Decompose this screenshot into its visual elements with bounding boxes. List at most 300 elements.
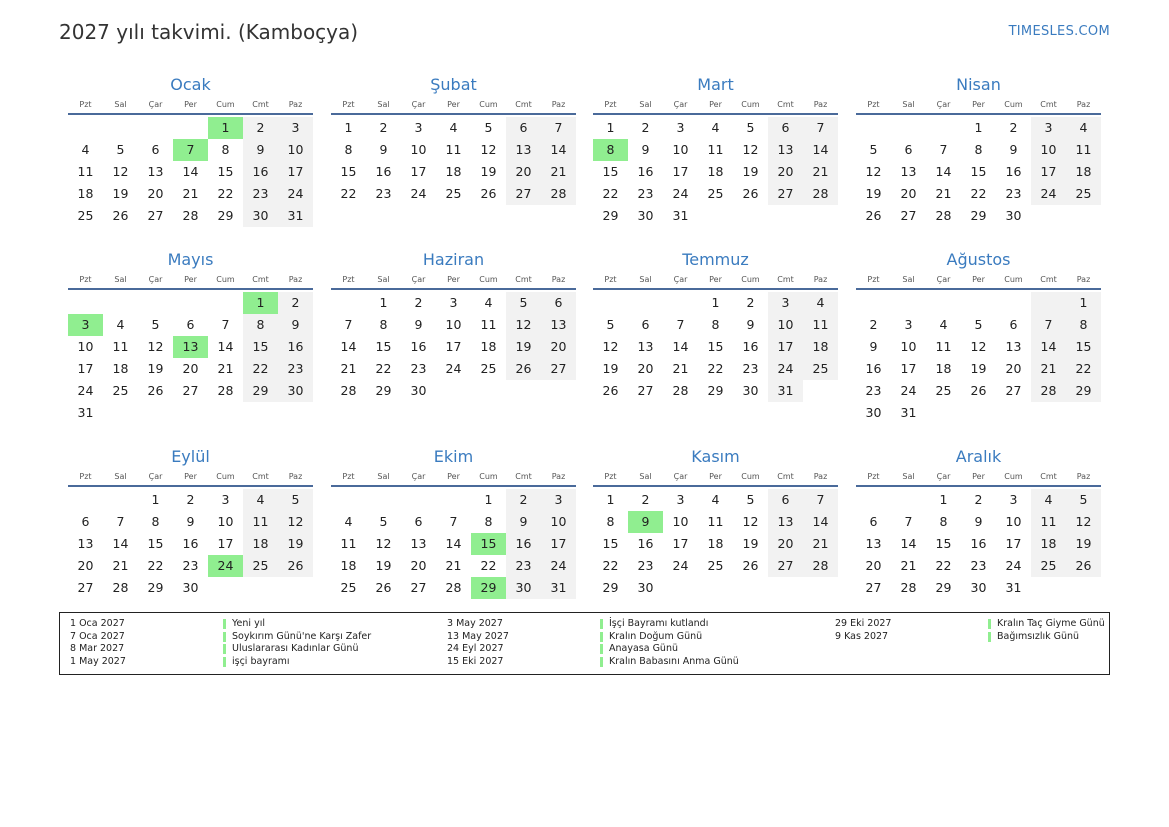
- week-row: [856, 555, 1101, 577]
- day-cell: 14: [340, 339, 357, 354]
- day-cell: 28: [112, 580, 129, 595]
- week-row: [856, 511, 1101, 533]
- weekday-label: Paz: [551, 100, 566, 109]
- holiday-day-cell: 3: [68, 314, 103, 336]
- day-cell: 10: [77, 339, 94, 354]
- weekday-label: Çar: [148, 275, 163, 284]
- day-cell: 7: [676, 317, 685, 332]
- day-cell: 5: [1066, 489, 1101, 511]
- weekday-label: Cum: [741, 472, 760, 481]
- holiday-name: Kralın Taç Giyme Günü: [997, 618, 1105, 629]
- week-row: [331, 117, 576, 139]
- day-cell: 2: [1009, 120, 1018, 135]
- month-block: [331, 446, 576, 599]
- month-name: Eylül: [171, 447, 210, 466]
- weekday-label: Paz: [813, 275, 828, 284]
- empty-day-cell: [278, 577, 313, 599]
- week-row: [68, 161, 313, 183]
- day-grid: [331, 117, 576, 205]
- weekday-label: Cmt: [515, 100, 532, 109]
- day-cell: 12: [147, 339, 164, 354]
- week-row: [593, 336, 838, 358]
- day-cell: 16: [278, 336, 313, 358]
- empty-day-cell: [138, 117, 173, 139]
- week-row: [331, 358, 576, 380]
- weekday-label: Sal: [639, 275, 652, 284]
- empty-day-cell: [541, 380, 576, 402]
- holiday-date: 1 Oca 2027: [70, 618, 125, 629]
- day-cell: 21: [541, 161, 576, 183]
- day-cell: 8: [344, 142, 353, 157]
- day-cell: 30: [742, 383, 759, 398]
- month-name: Mayıs: [167, 250, 214, 269]
- weekday-label: Per: [972, 100, 985, 109]
- day-cell: 17: [410, 164, 427, 179]
- week-row: [593, 205, 838, 227]
- day-cell: 9: [278, 314, 313, 336]
- week-row: [856, 117, 1101, 139]
- day-cell: 25: [707, 558, 724, 573]
- day-cell: 17: [217, 536, 234, 551]
- day-cell: 16: [243, 161, 278, 183]
- empty-day-cell: [891, 117, 926, 139]
- day-cell: 23: [865, 383, 882, 398]
- day-cell: 17: [541, 533, 576, 555]
- weekday-label: Paz: [1076, 275, 1091, 284]
- week-row: [593, 555, 838, 577]
- brand-link[interactable]: TIMESLES.COM: [1008, 24, 1110, 39]
- day-cell: 7: [1031, 314, 1066, 336]
- day-cell: 25: [243, 555, 278, 577]
- day-cell: 19: [970, 361, 987, 376]
- day-cell: 20: [541, 336, 576, 358]
- day-cell: 8: [379, 317, 388, 332]
- weekday-label: Sal: [377, 100, 390, 109]
- day-cell: 4: [116, 317, 125, 332]
- holiday-marker: [988, 632, 991, 642]
- day-cell: 20: [865, 558, 882, 573]
- day-cell: 12: [742, 514, 759, 529]
- empty-day-cell: [68, 292, 103, 314]
- day-cell: 14: [672, 339, 689, 354]
- day-cell: 4: [243, 489, 278, 511]
- day-cell: 16: [637, 536, 654, 551]
- day-cell: 5: [151, 317, 160, 332]
- holiday-name: Yeni yıl: [232, 618, 265, 629]
- day-cell: 29: [147, 580, 164, 595]
- day-cell: 23: [182, 558, 199, 573]
- day-cell: 30: [637, 580, 654, 595]
- weekday-header: [593, 469, 838, 487]
- weekday-label: Sal: [114, 100, 127, 109]
- day-cell: 7: [939, 142, 948, 157]
- day-cell: 19: [375, 558, 392, 573]
- weekday-header: [331, 97, 576, 115]
- day-cell: 4: [484, 295, 493, 310]
- weekday-label: Cum: [216, 100, 235, 109]
- weekday-label: Paz: [288, 472, 303, 481]
- day-cell: 13: [147, 164, 164, 179]
- weekday-label: Pzt: [867, 275, 880, 284]
- holiday-marker: [223, 632, 226, 642]
- weekday-header: [331, 469, 576, 487]
- day-cell: 13: [410, 536, 427, 551]
- weekday-label: Paz: [1076, 100, 1091, 109]
- day-cell: 14: [900, 536, 917, 551]
- week-row: [68, 292, 313, 314]
- day-cell: 4: [1066, 117, 1101, 139]
- empty-day-cell: [1031, 292, 1066, 314]
- day-cell: 22: [375, 361, 392, 376]
- day-cell: 11: [707, 514, 724, 529]
- day-cell: 15: [217, 164, 234, 179]
- week-row: [68, 205, 313, 227]
- day-cell: 2: [641, 120, 650, 135]
- day-cell: 22: [935, 558, 952, 573]
- day-cell: 30: [182, 580, 199, 595]
- holiday-day-cell: 1: [243, 292, 278, 314]
- day-cell: 12: [375, 536, 392, 551]
- day-cell: 5: [869, 142, 878, 157]
- day-cell: 14: [803, 139, 838, 161]
- day-cell: 4: [711, 492, 720, 507]
- weekday-label: Sal: [114, 275, 127, 284]
- day-cell: 24: [1005, 558, 1022, 573]
- day-cell: 13: [1005, 339, 1022, 354]
- empty-day-cell: [436, 489, 471, 511]
- day-cell: 17: [672, 164, 689, 179]
- day-cell: 24: [410, 186, 427, 201]
- weekday-label: Cum: [216, 275, 235, 284]
- holiday-date: 3 May 2027: [447, 618, 503, 629]
- day-cell: 28: [1031, 380, 1066, 402]
- empty-day-cell: [401, 489, 436, 511]
- day-cell: 10: [410, 142, 427, 157]
- day-cell: 27: [900, 208, 917, 223]
- weekday-label: Cmt: [1040, 275, 1057, 284]
- holiday-name: Kralın Doğum Günü: [609, 630, 703, 642]
- day-cell: 25: [707, 186, 724, 201]
- holiday-entry: [447, 656, 807, 668]
- day-cell: 12: [970, 339, 987, 354]
- day-cell: 18: [340, 558, 357, 573]
- day-cell: 5: [379, 514, 388, 529]
- day-cell: 12: [865, 164, 882, 179]
- day-cell: 22: [147, 558, 164, 573]
- empty-day-cell: [506, 380, 541, 402]
- week-row: [331, 533, 576, 555]
- holiday-date: 29 Eki 2027: [835, 618, 892, 629]
- day-cell: 3: [414, 120, 423, 135]
- week-row: [331, 139, 576, 161]
- holiday-date: 9 Kas 2027: [835, 630, 889, 642]
- weekday-label: Per: [184, 275, 197, 284]
- empty-day-cell: [856, 489, 891, 511]
- day-cell: 8: [939, 514, 948, 529]
- day-cell: 10: [541, 511, 576, 533]
- holiday-marker: [600, 644, 603, 654]
- day-cell: 9: [869, 339, 878, 354]
- day-cell: 8: [606, 514, 615, 529]
- day-cell: 9: [186, 514, 195, 529]
- weekday-header: [68, 97, 313, 115]
- weekday-header: [856, 97, 1101, 115]
- holiday-day-cell: 1: [208, 117, 243, 139]
- weekday-label: Per: [972, 275, 985, 284]
- day-cell: 3: [541, 489, 576, 511]
- day-cell: 19: [112, 186, 129, 201]
- day-cell: 1: [379, 295, 388, 310]
- day-cell: 5: [484, 120, 493, 135]
- holiday-marker: [223, 644, 226, 654]
- day-cell: 2: [414, 295, 423, 310]
- day-cell: 20: [506, 161, 541, 183]
- week-row: [593, 183, 838, 205]
- day-cell: 11: [803, 314, 838, 336]
- day-cell: 15: [340, 164, 357, 179]
- weekday-header: [856, 272, 1101, 290]
- day-cell: 26: [480, 186, 497, 201]
- weekday-header: [68, 272, 313, 290]
- week-row: [331, 380, 576, 402]
- day-cell: 26: [602, 383, 619, 398]
- day-cell: 18: [1066, 161, 1101, 183]
- empty-day-cell: [663, 292, 698, 314]
- day-cell: 27: [506, 183, 541, 205]
- day-cell: 24: [672, 558, 689, 573]
- month-name: Ağustos: [946, 250, 1011, 269]
- day-cell: 9: [414, 317, 423, 332]
- day-cell: 24: [900, 383, 917, 398]
- day-cell: 7: [541, 117, 576, 139]
- weekday-label: Paz: [1076, 472, 1091, 481]
- day-cell: 7: [449, 514, 458, 529]
- week-row: [68, 402, 313, 424]
- day-cell: 3: [449, 295, 458, 310]
- day-cell: 31: [541, 577, 576, 599]
- day-cell: 6: [768, 489, 803, 511]
- holiday-entry: [70, 618, 430, 630]
- day-cell: 12: [742, 142, 759, 157]
- day-cell: 14: [217, 339, 234, 354]
- day-cell: 26: [865, 208, 882, 223]
- day-cell: 7: [904, 514, 913, 529]
- day-cell: 6: [81, 514, 90, 529]
- holiday-date: 13 May 2027: [447, 630, 509, 642]
- day-cell: 6: [904, 142, 913, 157]
- week-row: [331, 336, 576, 358]
- weekday-label: Çar: [673, 472, 688, 481]
- week-row: [593, 533, 838, 555]
- month-name: Ocak: [170, 75, 211, 94]
- page-title: 2027 yılı takvimi. (Kamboçya): [59, 20, 359, 44]
- month-name: Şubat: [430, 75, 477, 94]
- empty-day-cell: [856, 292, 891, 314]
- day-cell: 28: [803, 183, 838, 205]
- empty-day-cell: [803, 380, 838, 402]
- day-cell: 20: [410, 558, 427, 573]
- day-cell: 8: [484, 514, 493, 529]
- day-cell: 27: [637, 383, 654, 398]
- day-cell: 23: [742, 361, 759, 376]
- weekday-label: Per: [184, 100, 197, 109]
- weekday-label: Pzt: [867, 472, 880, 481]
- week-row: [331, 511, 576, 533]
- day-cell: 11: [340, 536, 357, 551]
- day-cell: 25: [340, 580, 357, 595]
- day-cell: 10: [217, 514, 234, 529]
- day-cell: 6: [641, 317, 650, 332]
- day-cell: 5: [746, 492, 755, 507]
- day-cell: 21: [935, 186, 952, 201]
- week-row: [68, 314, 313, 336]
- day-cell: 27: [147, 208, 164, 223]
- day-cell: 30: [865, 405, 882, 420]
- week-row: [856, 205, 1101, 227]
- day-cell: 8: [974, 142, 983, 157]
- day-cell: 30: [970, 580, 987, 595]
- weekday-label: Paz: [551, 275, 566, 284]
- day-cell: 31: [900, 405, 917, 420]
- month-block: [331, 249, 576, 402]
- day-cell: 12: [1066, 511, 1101, 533]
- month-block: [856, 446, 1101, 599]
- day-cell: 27: [182, 383, 199, 398]
- day-grid: [593, 489, 838, 599]
- week-row: [593, 380, 838, 402]
- day-cell: 21: [1031, 358, 1066, 380]
- day-grid: [856, 117, 1101, 227]
- week-row: [856, 402, 1101, 424]
- day-cell: 18: [707, 536, 724, 551]
- empty-day-cell: [173, 292, 208, 314]
- weekday-label: Per: [447, 472, 460, 481]
- day-cell: 20: [77, 558, 94, 573]
- day-cell: 20: [1005, 361, 1022, 376]
- empty-day-cell: [436, 380, 471, 402]
- day-cell: 3: [676, 492, 685, 507]
- day-cell: 18: [935, 361, 952, 376]
- day-cell: 6: [151, 142, 160, 157]
- day-cell: 11: [935, 339, 952, 354]
- day-cell: 30: [410, 383, 427, 398]
- day-cell: 3: [1031, 117, 1066, 139]
- day-cell: 2: [186, 492, 195, 507]
- empty-day-cell: [803, 205, 838, 227]
- day-cell: 15: [243, 336, 278, 358]
- weekday-label: Cum: [1004, 472, 1023, 481]
- day-cell: 22: [340, 186, 357, 201]
- day-cell: 1: [344, 120, 353, 135]
- day-cell: 2: [869, 317, 878, 332]
- month-name: Mart: [697, 75, 734, 94]
- holiday-day-cell: 29: [471, 577, 506, 599]
- day-cell: 22: [1066, 358, 1101, 380]
- holiday-day-cell: 8: [593, 139, 628, 161]
- day-cell: 22: [707, 361, 724, 376]
- day-cell: 25: [445, 186, 462, 201]
- weekday-label: Pzt: [604, 100, 617, 109]
- day-cell: 12: [506, 314, 541, 336]
- weekday-label: Sal: [902, 472, 915, 481]
- day-cell: 2: [243, 117, 278, 139]
- weekday-label: Pzt: [604, 472, 617, 481]
- month-block: [68, 446, 313, 599]
- day-cell: 21: [672, 361, 689, 376]
- day-cell: 31: [77, 405, 94, 420]
- empty-day-cell: [768, 205, 803, 227]
- day-cell: 23: [243, 183, 278, 205]
- holiday-marker: [600, 657, 603, 667]
- day-cell: 19: [278, 533, 313, 555]
- empty-day-cell: [208, 577, 243, 599]
- weekday-label: Pzt: [79, 275, 92, 284]
- day-cell: 2: [278, 292, 313, 314]
- day-cell: 5: [974, 317, 983, 332]
- holiday-date: 7 Oca 2027: [70, 630, 125, 642]
- holiday-name: İşçi Bayramı kutlandı: [609, 618, 709, 629]
- day-cell: 6: [768, 117, 803, 139]
- day-cell: 21: [217, 361, 234, 376]
- empty-day-cell: [698, 205, 733, 227]
- week-row: [68, 139, 313, 161]
- weekday-label: Sal: [114, 472, 127, 481]
- day-cell: 10: [1031, 139, 1066, 161]
- weekday-label: Çar: [148, 472, 163, 481]
- weekday-label: Paz: [813, 100, 828, 109]
- day-cell: 17: [768, 336, 803, 358]
- weekday-header: [68, 469, 313, 487]
- weekday-label: Cum: [216, 472, 235, 481]
- empty-day-cell: [961, 292, 996, 314]
- day-cell: 22: [602, 558, 619, 573]
- day-cell: 27: [1005, 383, 1022, 398]
- week-row: [593, 161, 838, 183]
- week-row: [331, 577, 576, 599]
- day-cell: 18: [112, 361, 129, 376]
- day-cell: 27: [410, 580, 427, 595]
- empty-day-cell: [856, 117, 891, 139]
- day-cell: 27: [541, 358, 576, 380]
- day-cell: 25: [1031, 555, 1066, 577]
- day-cell: 17: [1031, 161, 1066, 183]
- day-cell: 26: [742, 558, 759, 573]
- week-row: [331, 555, 576, 577]
- day-cell: 1: [151, 492, 160, 507]
- holiday-marker: [600, 619, 603, 629]
- day-cell: 10: [445, 317, 462, 332]
- day-cell: 12: [480, 142, 497, 157]
- day-cell: 6: [186, 317, 195, 332]
- day-cell: 9: [641, 142, 650, 157]
- day-cell: 17: [900, 361, 917, 376]
- weekday-label: Çar: [411, 100, 426, 109]
- day-cell: 14: [541, 139, 576, 161]
- holiday-date: 24 Eyl 2027: [447, 643, 504, 654]
- holiday-name: Kralın Babasını Anma Günü: [609, 655, 739, 667]
- week-row: [331, 292, 576, 314]
- week-row: [856, 292, 1101, 314]
- weekday-label: Cum: [479, 100, 498, 109]
- day-cell: 6: [1009, 317, 1018, 332]
- day-cell: 21: [445, 558, 462, 573]
- holiday-entry: [835, 631, 1169, 643]
- week-row: [68, 358, 313, 380]
- day-grid: [593, 117, 838, 227]
- day-cell: 7: [344, 317, 353, 332]
- day-cell: 8: [151, 514, 160, 529]
- weekday-label: Cmt: [1040, 472, 1057, 481]
